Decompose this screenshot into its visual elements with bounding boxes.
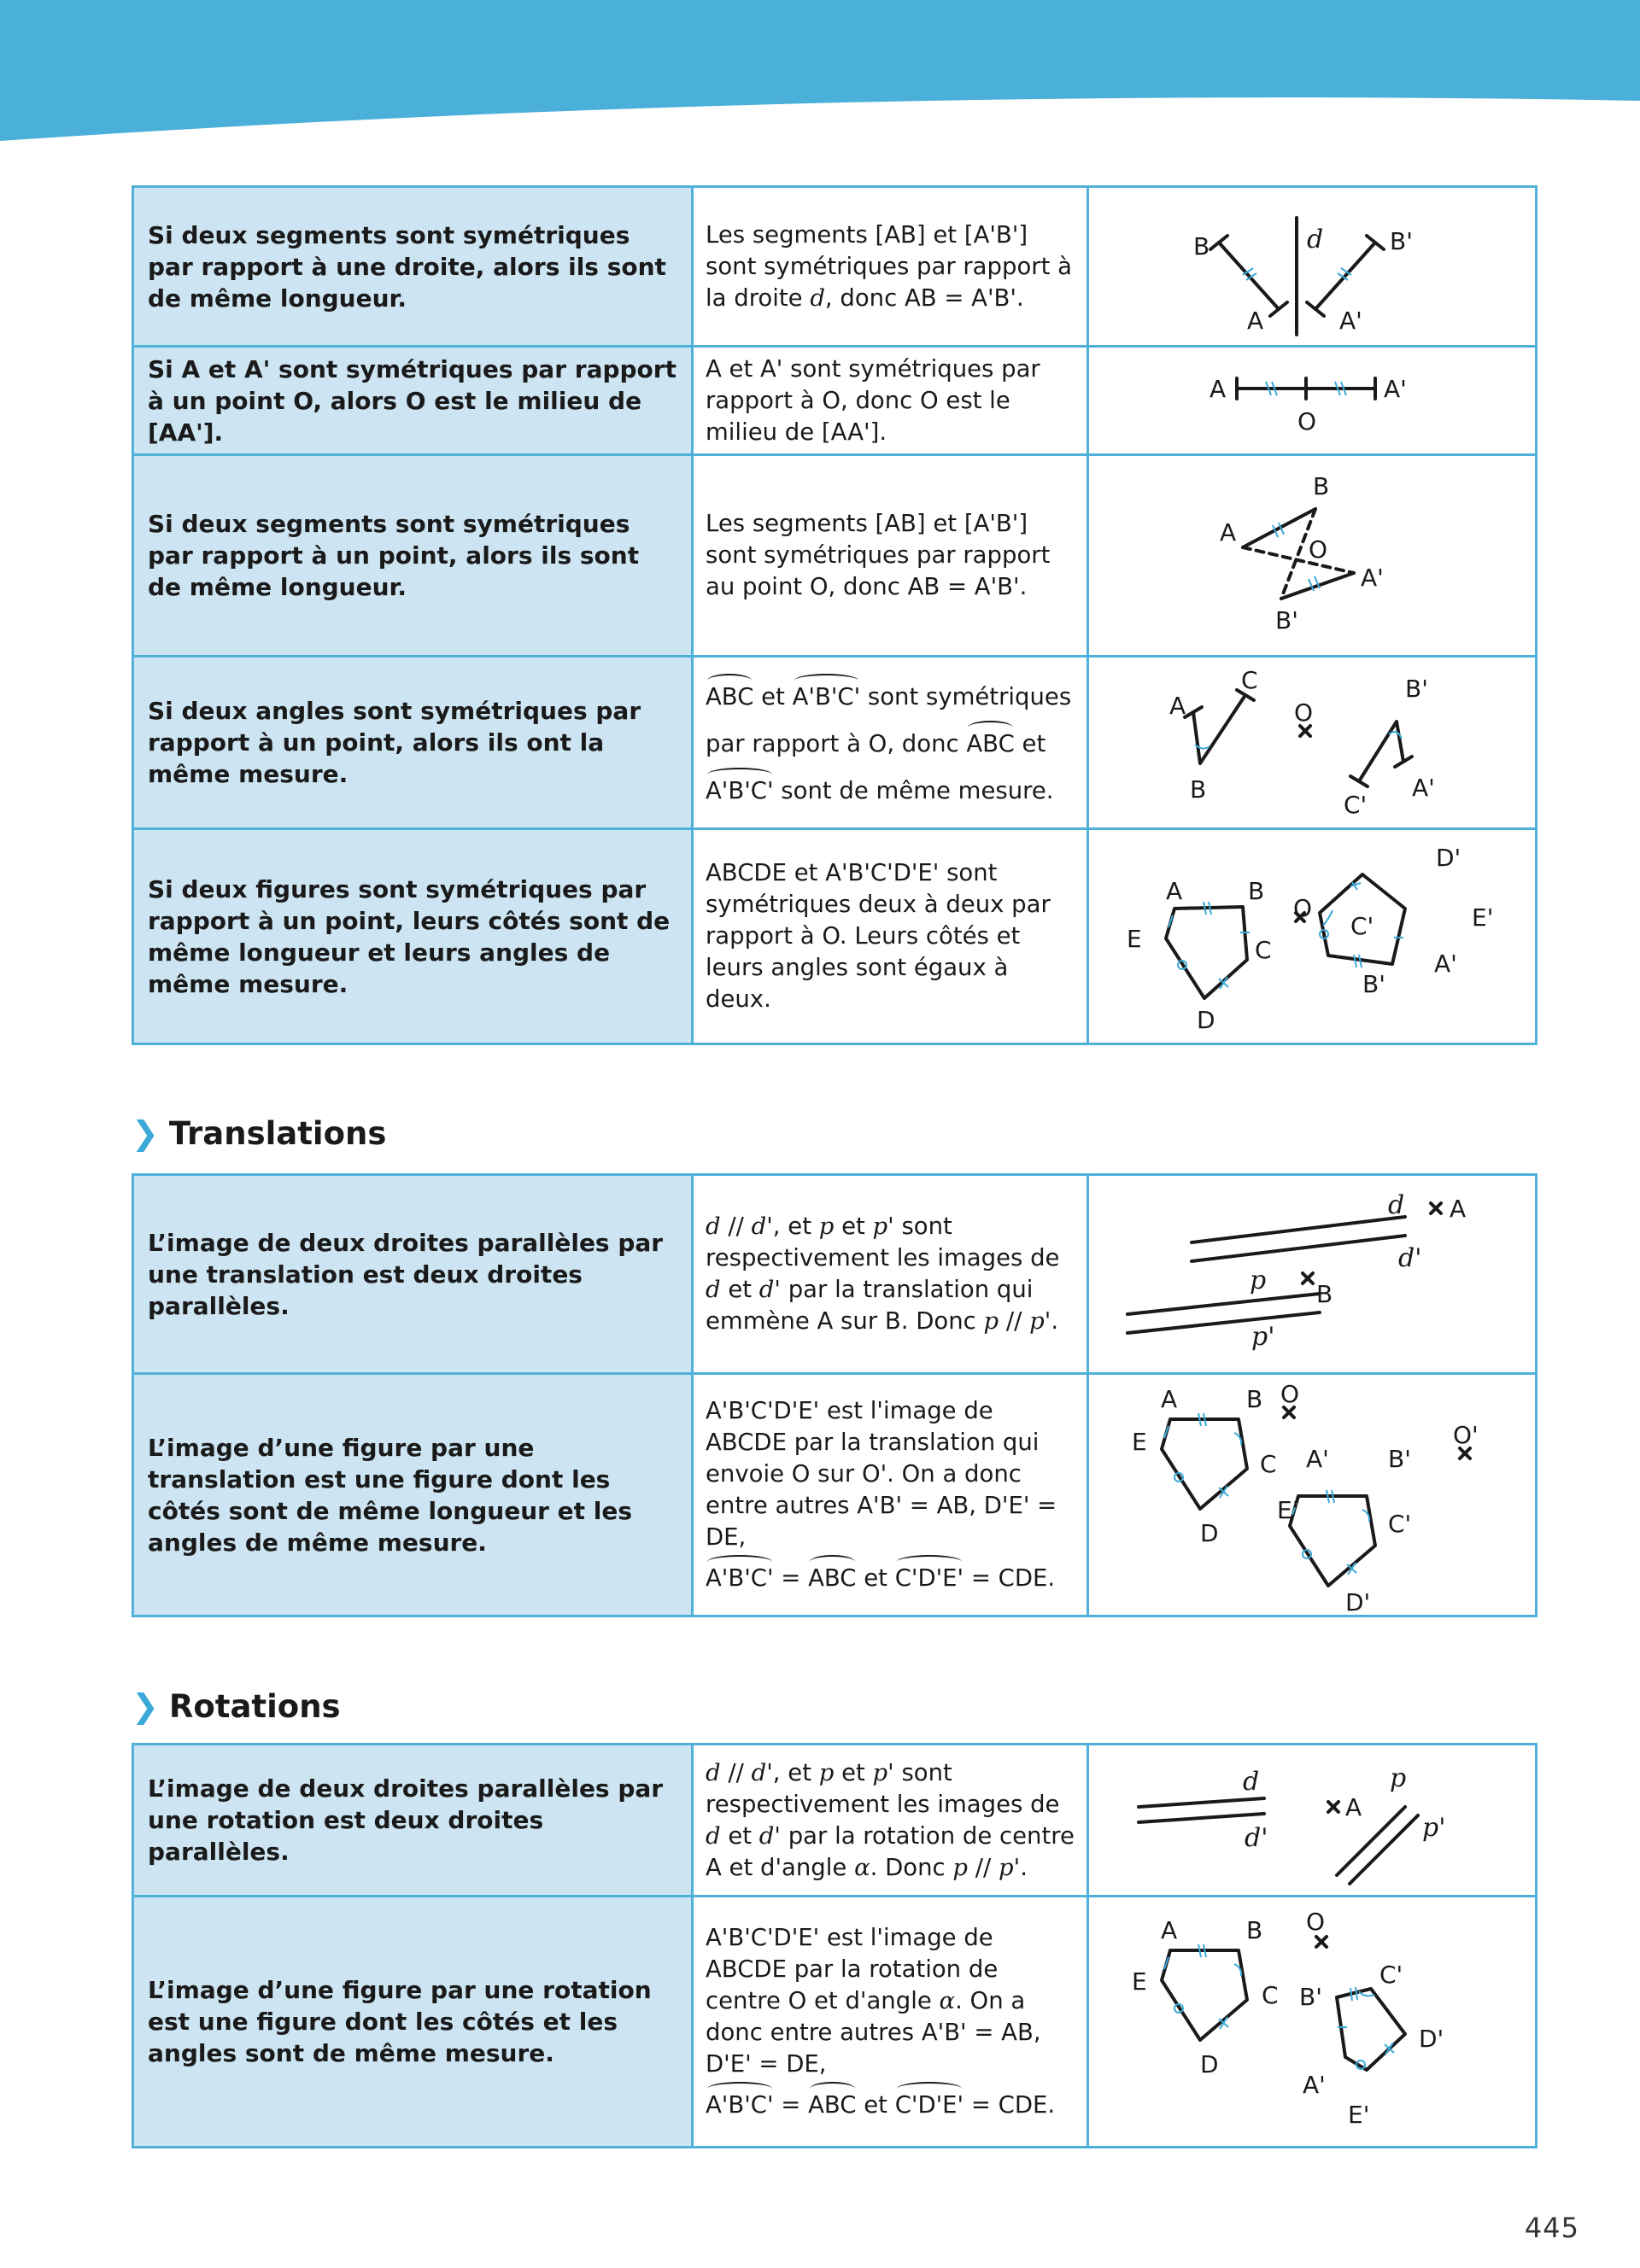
label-O: O — [1280, 1379, 1300, 1408]
label-O: O — [1294, 698, 1314, 727]
label-A: A — [1220, 517, 1237, 547]
figure-central-angles — [1088, 657, 1537, 829]
symmetry-table — [132, 185, 1538, 1045]
label-D: D — [1200, 1518, 1219, 1547]
label-D: D — [1197, 1005, 1215, 1034]
label-C: C — [1260, 1449, 1277, 1478]
page-number: 445 — [1524, 2212, 1579, 2244]
rule-text: Si deux segments sont symétriques par rapport à un point, alors ils sont de même longueur. — [133, 455, 693, 657]
label-B: B — [1248, 876, 1265, 905]
label-O: O — [1306, 1907, 1326, 1936]
rule-text: L’image d’une figure par une rotation est une figure dont les côtés et les angles sont de même mesure. — [133, 1897, 693, 2148]
label-A: A — [1345, 1792, 1362, 1821]
label-Bp: B' — [1388, 1444, 1411, 1473]
label-Bp: B' — [1390, 226, 1413, 255]
label-Cp: C' — [1344, 790, 1368, 819]
rule-text: L’image de deux droites parallèles par une rotation est deux droites parallèles. — [133, 1745, 693, 1897]
example-text: ABCDE et A'B'C'D'E' sont symétriques deux à deux par rapport à O. Leurs côtés et leurs angles sont égaux à deux. — [693, 829, 1088, 1044]
example-text: d // d', et p et p' sont respectivement les images de d et d' par la translation qui emmène A sur B. Donc p // p'. — [693, 1175, 1088, 1374]
table-row — [133, 1175, 1537, 1374]
label-Bp: B' — [1299, 1982, 1322, 2011]
example-text: Les segments [AB] et [A'B'] sont symétriques par rapport au point O, donc AB = A'B'. — [693, 455, 1088, 657]
label-Cp: C' — [1379, 1960, 1403, 1989]
label-E: E — [1127, 924, 1142, 953]
label-A: A — [1169, 691, 1186, 720]
label-Ep: E' — [1277, 1495, 1299, 1524]
label-A: A — [1161, 1384, 1178, 1413]
figure-axial-segments — [1088, 187, 1537, 347]
figure-rotation-lines — [1088, 1745, 1537, 1897]
label-Ep: E' — [1348, 2100, 1370, 2129]
label-A: A — [1247, 306, 1264, 335]
table-row — [133, 187, 1537, 347]
label-B: B — [1316, 1279, 1333, 1308]
label-E: E — [1132, 1427, 1147, 1456]
figure-rotation-polygons — [1088, 1897, 1537, 2148]
label-Ap: A' — [1412, 773, 1435, 802]
rule-text: L’image d’une figure par une translation est une figure dont les côtés sont de même longueur et les angles de même mesure. — [133, 1374, 693, 1616]
example-text: A'B'C'D'E' est l'image de ABCDE par la rotation de centre O et d'angle α. On a donc entre autres A'B' = AB, D'E' = DE, A'B'C' = ABC et C'D'E' = CDE. — [693, 1897, 1088, 2148]
table-row — [133, 455, 1537, 657]
table-row — [133, 829, 1537, 1044]
rotations-table — [132, 1743, 1538, 2148]
label-B: B — [1246, 1915, 1263, 1944]
table-row — [133, 1374, 1537, 1616]
label-A: A — [1166, 876, 1183, 905]
figure-central-polygons — [1088, 829, 1537, 1044]
chevron-right-icon: ❯ — [132, 1687, 159, 1725]
rule-text: Si deux segments sont symétriques par rapport à une droite, alors ils sont de même longueur. — [133, 187, 693, 347]
label-A: A — [1450, 1194, 1467, 1223]
rule-text: L’image de deux droites parallèles par une translation est deux droites parallèles. — [133, 1175, 693, 1374]
table-row — [133, 1897, 1537, 2148]
label-C: C — [1255, 935, 1272, 964]
label-Ap: A' — [1306, 1444, 1329, 1473]
section-heading-translations: ❯ Translations — [132, 1114, 387, 1152]
label-pp: p' — [1422, 1812, 1446, 1843]
chevron-right-icon: ❯ — [132, 1114, 159, 1152]
figure-midpoint — [1088, 347, 1537, 455]
example-text: d // d', et p et p' sont respectivement les images de d et d' par la rotation de centre A et d'angle α. Donc p // p'. — [693, 1745, 1088, 1897]
table-row — [133, 347, 1537, 455]
rule-text: Si A et A' sont symétriques par rapport à un point O, alors O est le milieu de [AA']. — [133, 347, 693, 455]
label-O: O — [1297, 406, 1317, 435]
label-dp: d' — [1245, 1822, 1268, 1853]
header-banner — [0, 0, 1640, 145]
label-Ep: E' — [1472, 903, 1494, 932]
label-Dp: D' — [1436, 843, 1461, 872]
label-A: A — [1210, 374, 1227, 403]
label-Cp: C' — [1388, 1509, 1412, 1538]
example-text: Les segments [AB] et [A'B'] sont symétriques par rapport à la droite d, donc AB = A'B'. — [693, 187, 1088, 347]
section-heading-rotations: ❯ Rotations — [132, 1687, 341, 1725]
label-C: C — [1262, 1980, 1279, 2009]
label-Bp: B' — [1275, 605, 1298, 634]
label-Dp: D' — [1345, 1587, 1371, 1614]
label-E: E — [1132, 1967, 1147, 1996]
label-A: A — [1161, 1915, 1178, 1944]
label-O: O — [1309, 535, 1328, 564]
translations-table — [132, 1173, 1538, 1617]
figure-central-segments — [1088, 455, 1537, 657]
label-d: d — [1388, 1190, 1405, 1220]
label-p: p — [1250, 1265, 1267, 1295]
label-B: B — [1190, 775, 1207, 804]
label-O: O — [1293, 893, 1313, 922]
label-Bp: B' — [1362, 969, 1385, 998]
label-Ap: A' — [1339, 306, 1362, 335]
example-text: A et A' sont symétriques par rapport à O, donc O est le milieu de [AA']. — [693, 347, 1088, 455]
label-Op: O' — [1453, 1420, 1479, 1449]
rule-text: Si deux angles sont symétriques par rapport à un point, alors ils ont la même mesure. — [133, 657, 693, 829]
label-Ap: A' — [1384, 374, 1407, 403]
figure-translation-polygons — [1088, 1374, 1537, 1616]
label-dp: d' — [1398, 1242, 1422, 1273]
label-Ap: A' — [1361, 563, 1384, 592]
label-C: C — [1241, 665, 1258, 694]
label-pp: p' — [1251, 1321, 1275, 1352]
label-D: D — [1200, 2049, 1219, 2078]
rule-text: Si deux figures sont symétriques par rapport à un point, leurs côtés sont de même longueur et leurs angles de même mesure. — [133, 829, 693, 1044]
label-Ap: A' — [1303, 2070, 1326, 2099]
label-Dp: D' — [1419, 2024, 1444, 2053]
label-d: d — [1307, 224, 1324, 254]
table-row — [133, 1745, 1537, 1897]
label-p: p — [1390, 1762, 1407, 1793]
table-row — [133, 657, 1537, 829]
label-Cp: C' — [1350, 911, 1374, 940]
label-d: d — [1243, 1766, 1260, 1797]
figure-translation-lines — [1088, 1175, 1537, 1374]
label-Ap: A' — [1434, 949, 1457, 978]
example-text: A'B'C'D'E' est l'image de ABCDE par la translation qui envoie O sur O'. On a donc entre autres A'B' = AB, D'E' = DE, A'B'C' = ABC et C'D'E' = CDE. — [693, 1374, 1088, 1616]
label-B: B — [1193, 231, 1210, 260]
example-text: ABC et A'B'C' sont symétriques par rapport à O, donc ABC et A'B'C' sont de même mesure. — [693, 657, 1088, 829]
label-B: B — [1246, 1384, 1263, 1413]
label-Bp: B' — [1405, 674, 1428, 703]
label-B: B — [1313, 471, 1330, 500]
